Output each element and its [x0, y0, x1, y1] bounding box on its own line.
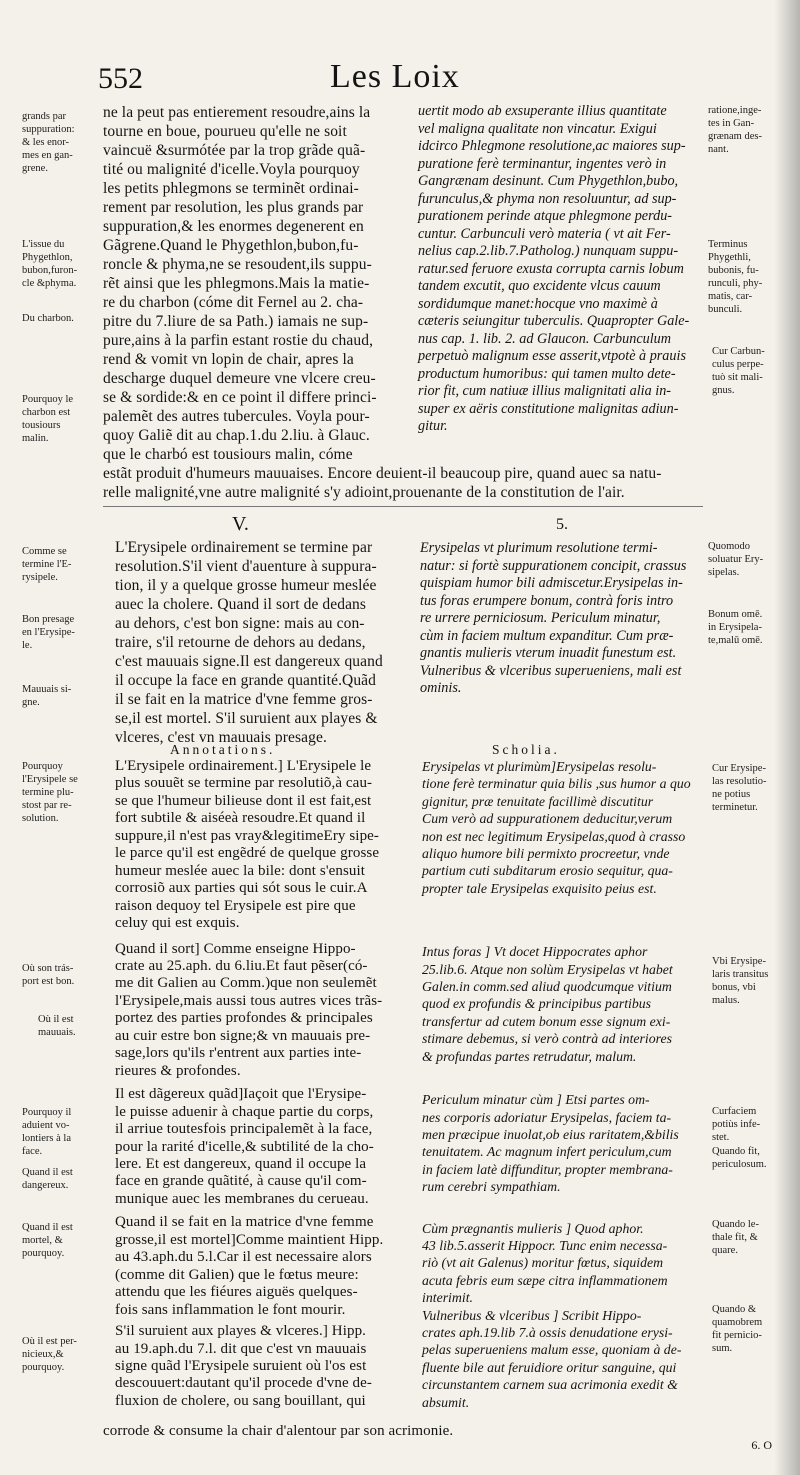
- right-margin-note: Quando le- thale fit, & quare.: [712, 1219, 759, 1256]
- left-margin-note: L'issue du Phygethlon, bubon,furon- cle &phyma.: [22, 239, 78, 289]
- left-margin-note: Pourquoy l'Erysipele se termine plu- stost par re- solution.: [22, 761, 78, 824]
- right-margin-note: Quando & quamobrem fit pernicio- sum.: [712, 1304, 763, 1354]
- left-margin-note: Quand il est mortel, & pourquoy.: [22, 1222, 73, 1259]
- left-margin-note: grands par suppuration: & les enor- mes en gan- grene.: [22, 111, 75, 174]
- section-heading-latin: 5.: [556, 516, 568, 533]
- left-margin-note: Pourquoy il aduient vo- lontiers à la face.: [22, 1107, 72, 1157]
- left-margin-note: Pourquoy le charbon est tousiours malin.: [22, 394, 74, 444]
- left-margin-note: Comme se termine l'E- rysipele.: [22, 546, 72, 583]
- scholia-text: Erysipelas vt plurimùm]Erysipelas resolu- tione ferè terminatur quia bilis ,sus humor a quo gignitur, præ tenuitate facillimè discutitur Cum verò ad suppurationem deducitur,verum non est nec legitimum Erysipelas,quod à crasso aliquo humore bili permixto procreetur, vnde partium cuti subditarum erosio sequitur, qua- propter tale Erysipelas exquisito peius est. Intus foras ] Vt docet Hippocrates aphor 25.lib.6. Atque non solùm Erysipelas vt habet Galen.in comm.sed aliud quodcumque vitium quod ex profundis & principibus partibus transfertur ad cutem bonum esse signum exi- stimare debemus, si verò contrà ad interiores & profundas partes retrudatur, malum. Periculum minatur cùm ] Etsi partes om- nes corporis adoriatur Erysipelas, faciem ta- men præcipue inuolat,ob eius raritatem,&bilis tenuitatem. Ac magnum infert periculum,cum in faciem latè diffunditur, propter membrana- rum cerebri sympathiam. Cùm prægnantis mulieris ] Quod aphor. 43 lib.5.asserit Hippocr. Tunc enim necessa- riò (vt ait Galenus) moritur fœtus, siquidem acuta febris eum sæpe citra inflammationem interimit. Vulneribus & vlceribus ] Scribit Hippo- crates aph.19.lib 7.à ossis denudatione erysi- pelas superueniens malum esse, quoniam à de- fluente bile aut feruidiore oritur sanguine, qui circunstantem carnem sua acrimonia exedit & absumit.: [422, 759, 691, 1410]
- annotations-heading: Annotations.: [170, 742, 276, 757]
- section-heading-french: V.: [232, 513, 249, 535]
- right-margin-note: Cur Erysipe- las resolutio- ne potius terminetur.: [712, 763, 767, 813]
- right-margin-note: Quomodo soluatur Ery- sipelas.: [708, 541, 764, 578]
- left-margin-note: Où il est per- nicieux,& pourquoy.: [22, 1336, 77, 1373]
- annotations-last-line: corrode & consume la chair d'alentour par son acrimonie.: [103, 1423, 454, 1439]
- right-margin-note: Curfaciem potiùs infe- stet.: [712, 1106, 761, 1143]
- annotations-text: L'Erysipele ordinairement.] L'Erysipele le plus souuẽt se termine par resolutiõ,à cau- se que l'humeur bilieuse dont il est fait,est fort subtile & aiséeà resoudre.Et quand il suppure,il n'est pas vray&legitimeEry sipe- le parce qu'il est engẽdré de quelque grosse humeur meslée auec la bile: dont s'ensuit corrosiõ aux parties qui sót sous le cuir.A raison dequoy tel Erysipele est pire que celuy qui est exquis. Quand il sort] Comme enseigne Hippo- crate au 25.aph. du 6.liu.Et faut pẽser(có- me dit Galien au Comm.)que non seulemẽt l'Erysipele,mais aussi tous autres vices trãs- portez des parties profondes & principales au cuir estre bon signe;& vn mauuais pre- sage,lors qu'ils r'entrent aux parties inte- rieures & profondes. Il est dãgereux quãd]Iaçoit que l'Erysipe- le puisse aduenir à chaque partie du corps, il arriue toutesfois principalemẽt à la face, pour la rarité d'icelle,& subtilité de la cho- lere. Et est dangereux, quand il occupe la face en grande quãtité, à cause qu'il com- munique auec les membranes du cerueau. Quand il se fait en la matrice d'vne femme grosse,il est mortel]Comme maintient Hipp. au 43.aph.du 5.l.Car il est necessaire alors (comme dit Galien) que le fœtus meure: attendu que les fiéures aiguës quelques- fois sans inflammation le font mourir. S'il suruient aux playes & vlceres.] Hipp. au 19.aph.du 7.l. dit que c'est vn mauuais signe quãd l'Erysipele suruient où l'os est descouuert:dautant qu'il procede d'vne de- fluxion de cholere, ou sang bouillant, qui: [115, 758, 384, 1409]
- left-margin-note: Où il est mauuais.: [38, 1014, 76, 1038]
- left-margin-note: Mauuais si- gne.: [22, 684, 72, 708]
- right-margin-note: Quando fit, periculosum.: [712, 1146, 767, 1170]
- running-head: Les Loix: [330, 58, 460, 95]
- right-margin-note: Bonum omē. in Erysipela- te,malū omē.: [708, 609, 763, 646]
- left-margin-note: Où son trás- port est bon.: [22, 963, 75, 987]
- right-margin-note: ratione,inge- tes in Gan- grænam des- nant.: [708, 105, 762, 155]
- section-french-text: L'Erysipele ordinairement se termine par resolution.S'il vient d'auenture à suppura- tion, il y a quelque grosse humeur meslée auec la cholere. Quand il sort de dedans au dehors, c'est bon signe: mais au con- traire, s'il retourne de dehors au dedans, c'est mauuais signe.Il est dangereux quand il occupe la face en grande quantité.Quãd il se fait en la matrice d'vne femme gros- se,il est mortel. S'il suruient aux playes & vlceres, c'est vn mauuais presage.: [115, 539, 383, 746]
- page-number: 552: [98, 62, 143, 95]
- right-margin-note: Terminus Phygethli, bubonis, fu- runculi, phy- matis, car- bunculi.: [708, 239, 763, 315]
- right-margin-note: Vbi Erysipe- laris transitus bonus, vbi malus.: [712, 956, 769, 1006]
- scholia-heading: Scholia.: [492, 742, 560, 757]
- top-french-full-width: estãt produit d'humeurs mauuaises. Encore deuient-il beaucoup pire, quand auec sa natu- relle malignité,vne autre malignité s'y adioint,prouenante de la constitution de l'air.: [103, 465, 662, 501]
- catchword: 6. O: [751, 1438, 772, 1452]
- section-rule: [103, 506, 703, 507]
- top-latin-column: uertit modo ab exsuperante illius quantitate vel maligna qualitate non vincatur. Exigui idcirco Phlegmone resolutione,ac maiores sup- puratione ferè terminantur, ingentes verò in Gangrænam desinunt. Cum Phygethlon,bubo, furunculus,& phyma non resoluuntur, ad sup- purationem perinde atque phlegmone perdu- cuntur. Carbunculi verò materia ( vt ait Fer- nelius cap.2.lib.7.Patholog.) nunquam suppu- ratur.sed feruore exusta corrupta carnis lobum tandem excutit, quo excidente vlcus cauum sordidumque manet:hocque vno maximè à cæteris seiungitur tuberculis. Quapropter Gale- nus cap. 1. lib. 2. ad Glaucon. Carbunculum perpetuò malignum esse asserit,vtpotè à prauis productum humoribus: qui tamen multo dete- rior fit, cum natiuæ illius malignitati alia in- super ex aëris constitutione malignitas adiun- gitur.: [418, 103, 690, 434]
- right-margin-note: Cur Carbun- culus perpe- tuò sit mali- gnus.: [712, 346, 765, 396]
- left-margin-note: Bon presage en l'Erysipe- le.: [22, 614, 75, 651]
- left-margin-note: Du charbon.: [22, 313, 74, 324]
- section-latin-text: Erysipelas vt plurimum resolutione termi- natur: si fortè suppurationem concipit, crassus quispiam humor bili admiscetur.Erysipelas in- tus foras erumpere bonum, contrà foris intro re urrere perniciosum. Periculum minatur, cùm in faciem multum expanditur. Cum præ- gnantis mulieris vterum inuadit funestum est. Vulneribus & vlceribus superueniens, mali est ominis.: [420, 540, 687, 696]
- left-margin-note: Quand il est dangereux.: [22, 1167, 73, 1191]
- top-french-column: ne la peut pas entierement resoudre,ains la tourne en boue, pourueu qu'elle ne soit vaincuë &surmótée par la trop grãde quã- tité ou malignité d'icelle.Voyla pourquoy les petits phlegmons se terminẽt ordinai- rement par resolution, les plus grands par suppuration,& les enormes degenerent en Gãgrene.Quand le Phygethlon,bubon,fu- roncle & phyma,ne se resoudent,ils suppu- rẽt ainsi que les phlegmons.Mais la matie- re du charbon (cóme dit Fernel au 2. cha- pitre du 7.liure de sa Path.) iamais ne sup- pure,ains à la parfin estant rostie du chaud, rend & vomit vn lopin de chair, apres la descharge duquel demeure vne vlcere creu- se & sordide:& en ce point il differe princi- palemẽt des autres tubercules. Voyla pour- quoy Galiẽ dit au chap.1.du 2.liu. à Glauc. que le charbó est tousiours malin, cóme: [103, 104, 377, 463]
